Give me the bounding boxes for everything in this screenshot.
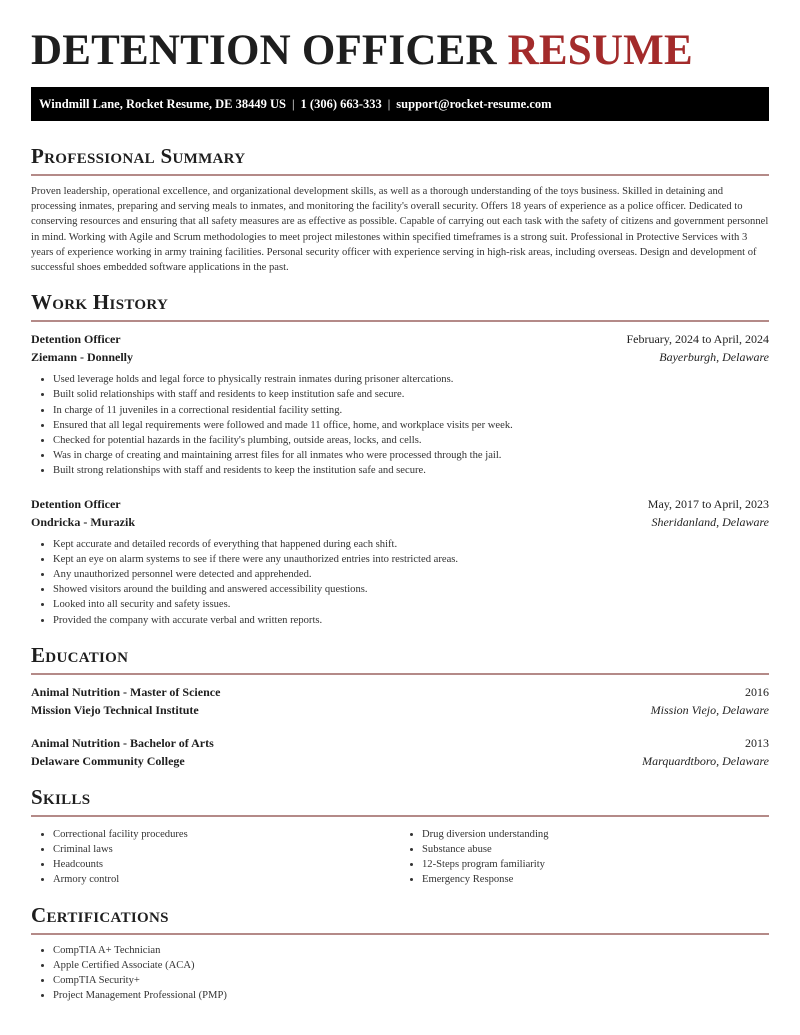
section-divider (31, 673, 769, 675)
resume-title (31, 0, 769, 74)
summary-text: Proven leadership, operational excellence, and organizational development skills, as well as a thorough understanding of the toys business. Skilled in detaining and processing inmates, preparing and serving meals to inmates, and monitoring the facility's overall security. Offers 18 years of experience as a police officer. Dedicated to conserving resources and ensuring that all safety measures are as effective as possible. Capable of carrying out each task with the safety of citizens and government personnel in mind. Working with Agile and Scrum methodologies to meet project milestones within specified timeframes is a strong suit. Professional in Protective Services with 3 years of experience working in army training facilities. Personal security officer with experience serving in high-risk areas, including overseas. Design and development of successful shoes embedded software applications in the past. (31, 186, 769, 274)
job-dates: May, 2017 to April, 2023 (647, 496, 769, 511)
graduation-year: 2013 (745, 735, 769, 750)
contact-bar (31, 87, 769, 121)
job-entry (31, 495, 769, 628)
skills-columns (31, 825, 769, 888)
separator: | (387, 97, 391, 111)
section-divider (31, 815, 769, 817)
list-item: • Armory control (53, 872, 400, 887)
section-heading: Skills (31, 784, 91, 809)
job-bullets (31, 537, 769, 628)
separator: | (292, 97, 295, 111)
list-item: • Was in charge of creating and maintaining arrest files for all inmates who were processed through the jail. (53, 448, 769, 463)
certifications-list (31, 943, 769, 1004)
certifications-section (31, 902, 769, 1004)
list-item: • CompTIA A+ Technician (53, 943, 769, 958)
list-item: • Substance abuse (422, 842, 769, 857)
skills-list-left (31, 827, 400, 888)
list-item: • CompTIA Security+ (53, 973, 769, 988)
list-item: • Emergency Response (422, 872, 769, 887)
list-item: • Kept an eye on alarm systems to see if there were any unauthorized entries into restricted areas. (53, 552, 769, 567)
list-item: • Drug diversion understanding (422, 827, 769, 842)
job-location: Bayerburgh, Delaware (659, 350, 769, 365)
summary-section (31, 143, 769, 275)
education-entry (31, 734, 769, 770)
school: Delaware Community College (31, 753, 185, 768)
list-item: • Checked for potential hazards in the facility's plumbing, outside areas, locks, and cells. (53, 433, 769, 448)
list-item: • Project Management Professional (PMP) (53, 988, 769, 1003)
section-heading: Education (31, 642, 129, 667)
section-divider (31, 174, 769, 176)
job-company: Ziemann - Donnelly (31, 350, 134, 365)
graduation-year: 2016 (745, 684, 769, 699)
list-item: • Showed visitors around the building and answered accessibility questions. (53, 582, 769, 597)
job-location: Sheridanland, Delaware (651, 514, 769, 529)
list-item: • Apple Certified Associate (ACA) (53, 958, 769, 973)
school-location: Marquardtboro, Delaware (642, 753, 769, 768)
school-location: Mission Viejo, Delaware (650, 702, 769, 717)
school: Mission Viejo Technical Institute (31, 702, 199, 717)
section-divider (31, 933, 769, 935)
job-title: Detention Officer (31, 332, 121, 347)
job-company: Ondricka - Murazik (31, 514, 135, 529)
job-bullets (31, 372, 769, 478)
contact-email[interactable]: support@rocket-resume.com (396, 97, 552, 111)
list-item: • Looked into all security and safety issues. (53, 597, 769, 612)
job-title: Detention Officer (31, 496, 121, 511)
list-item: • Correctional facility procedures (53, 827, 400, 842)
list-item: • Criminal laws (53, 842, 400, 857)
section-divider (31, 320, 769, 322)
skills-list-right (400, 827, 769, 888)
list-item: • Provided the company with accurate verbal and written reports. (53, 613, 769, 628)
degree: Animal Nutrition - Bachelor of Arts (31, 735, 214, 750)
job-entry (31, 330, 769, 478)
contact-phone: 1 (306) 663-333 (300, 97, 382, 111)
skills-section (31, 784, 769, 888)
section-heading: Work History (31, 290, 169, 315)
list-item: • Kept accurate and detailed records of everything that happened during each shift. (53, 537, 769, 552)
job-dates: February, 2024 to April, 2024 (626, 332, 769, 347)
list-item: • Any unauthorized personnel were detected and apprehended. (53, 567, 769, 582)
contact-address: Windmill Lane, Rocket Resume, DE 38449 US (39, 97, 287, 111)
list-item: • 12-Steps program familiarity (422, 857, 769, 872)
list-item: • Used leverage holds and legal force to physically restrain inmates during prisoner altercations. (53, 372, 769, 387)
list-item: • In charge of 11 juveniles in a correctional residential facility setting. (53, 403, 769, 418)
title-accent: RESUME (507, 27, 693, 74)
section-heading: Certifications (31, 902, 169, 927)
list-item: • Ensured that all legal requirements were followed and made 11 office, home, and workplace visits per week. (53, 418, 769, 433)
section-heading: Professional Summary (31, 144, 246, 168)
work-history-section (31, 289, 769, 628)
title-main: DETENTION OFFICER (31, 27, 497, 74)
degree: Animal Nutrition - Master of Science (31, 684, 221, 699)
list-item: • Built solid relationships with staff and residents to keep institution safe and secure. (53, 387, 769, 402)
education-section (31, 642, 769, 770)
education-entry (31, 683, 769, 719)
list-item: • Headcounts (53, 857, 400, 872)
list-item: • Built strong relationships with staff and residents to keep the institution safe and secure. (53, 463, 769, 478)
